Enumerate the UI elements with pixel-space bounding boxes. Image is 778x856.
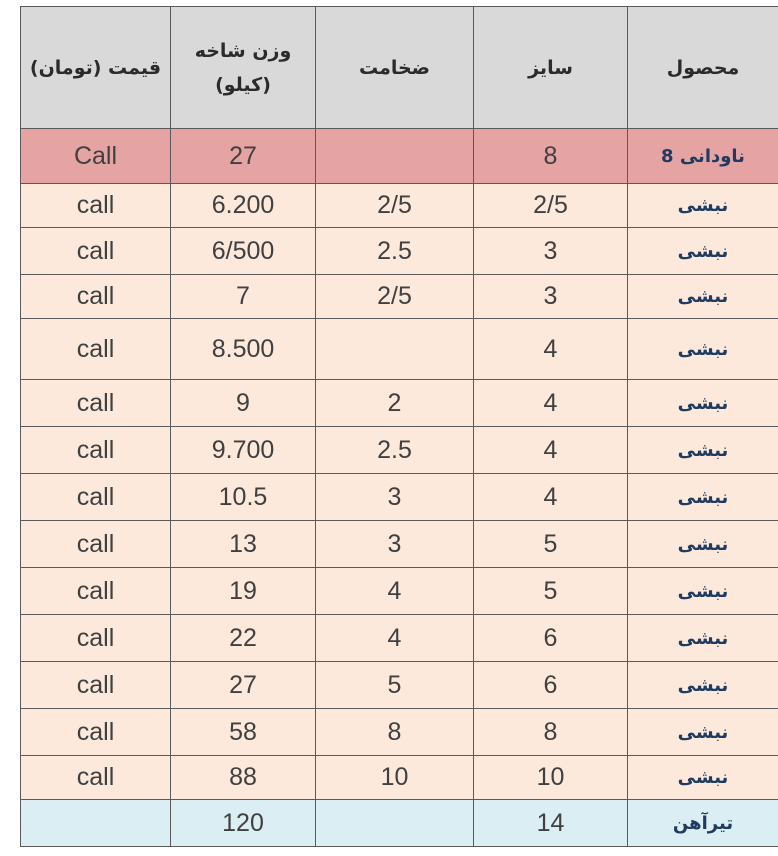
cell-product: [628, 275, 778, 319]
product-label: نبشی: [677, 721, 729, 743]
cell-product: [628, 800, 778, 847]
cell-product: [628, 568, 778, 615]
cell-size: 5: [474, 521, 628, 568]
product-label: نبشی: [677, 627, 729, 649]
cell-price: call: [21, 474, 171, 521]
cell-price: call: [21, 228, 171, 275]
cell-thickness: 2/5: [316, 275, 474, 319]
table-row: [21, 275, 778, 319]
price-table: [20, 6, 778, 847]
cell-thickness: 2.5: [316, 228, 474, 275]
cell-price: call: [21, 709, 171, 756]
cell-weight: 58: [171, 709, 316, 756]
cell-weight: 10.5: [171, 474, 316, 521]
table-row: [21, 662, 778, 709]
cell-thickness: [316, 319, 474, 380]
table-row: [21, 474, 778, 521]
cell-price: call: [21, 319, 171, 380]
product-label: نبشی: [677, 767, 729, 788]
table-row: [21, 380, 778, 427]
cell-weight: 27: [171, 662, 316, 709]
cell-thickness: 2/5: [316, 184, 474, 228]
product-label: نبشی: [677, 195, 729, 216]
table-row: [21, 615, 778, 662]
cell-weight: 8.500: [171, 319, 316, 380]
header-weight-line2: (کیلو): [215, 73, 271, 96]
header-product: محصول: [628, 7, 778, 129]
cell-product: [628, 709, 778, 756]
cell-size: 10: [474, 756, 628, 800]
cell-price: call: [21, 380, 171, 427]
cell-price: call: [21, 184, 171, 228]
cell-weight: 22: [171, 615, 316, 662]
cell-price: call: [21, 427, 171, 474]
cell-product: [628, 756, 778, 800]
cell-size: 6: [474, 615, 628, 662]
cell-thickness: 8: [316, 709, 474, 756]
header-weight-line1: وزن شاخه: [194, 39, 292, 62]
product-label: نبشی: [677, 392, 729, 414]
cell-size: 2/5: [474, 184, 628, 228]
product-label: نبشی: [677, 533, 729, 555]
table-row: [21, 319, 778, 380]
cell-price: Call: [21, 129, 171, 184]
cell-price: call: [21, 662, 171, 709]
product-label: ناودانی 8: [661, 145, 745, 167]
cell-size: 3: [474, 275, 628, 319]
cell-product: [628, 662, 778, 709]
cell-price: call: [21, 756, 171, 800]
cell-weight: 9.700: [171, 427, 316, 474]
cell-size: 3: [474, 228, 628, 275]
table-row: [21, 568, 778, 615]
product-label: نبشی: [677, 439, 729, 461]
cell-size: 4: [474, 427, 628, 474]
cell-weight: 13: [171, 521, 316, 568]
product-label: نبشی: [677, 240, 729, 262]
cell-price: call: [21, 521, 171, 568]
cell-product: [628, 427, 778, 474]
table-row: [21, 228, 778, 275]
cell-size: 4: [474, 319, 628, 380]
cell-size: 4: [474, 474, 628, 521]
header-weight: [171, 7, 316, 129]
cell-thickness: 2.5: [316, 427, 474, 474]
product-label: تیرآهن: [672, 812, 734, 834]
cell-price: call: [21, 615, 171, 662]
cell-thickness: 4: [316, 568, 474, 615]
table-header-row: [21, 7, 778, 129]
cell-weight: 88: [171, 756, 316, 800]
price-table-container: [20, 6, 778, 847]
cell-thickness: [316, 129, 474, 184]
cell-product: [628, 129, 778, 184]
cell-price: call: [21, 568, 171, 615]
table-row: [21, 521, 778, 568]
cell-thickness: 3: [316, 521, 474, 568]
cell-product: [628, 319, 778, 380]
header-size: سایز: [474, 7, 628, 129]
cell-thickness: [316, 800, 474, 847]
cell-product: [628, 380, 778, 427]
cell-size: 6: [474, 662, 628, 709]
cell-weight: 27: [171, 129, 316, 184]
cell-size: 5: [474, 568, 628, 615]
cell-weight: 6.200: [171, 184, 316, 228]
product-label: نبشی: [677, 486, 729, 508]
product-label: نبشی: [677, 286, 729, 307]
table-row: [21, 709, 778, 756]
table-row: [21, 756, 778, 800]
cell-weight: 9: [171, 380, 316, 427]
table-row: [21, 427, 778, 474]
cell-thickness: 4: [316, 615, 474, 662]
cell-size: 8: [474, 709, 628, 756]
product-label: نبشی: [677, 338, 729, 360]
cell-product: [628, 615, 778, 662]
cell-product: [628, 474, 778, 521]
cell-price: call: [21, 275, 171, 319]
cell-thickness: 5: [316, 662, 474, 709]
cell-thickness: 2: [316, 380, 474, 427]
cell-product: [628, 228, 778, 275]
cell-product: [628, 184, 778, 228]
cell-size: 4: [474, 380, 628, 427]
cell-weight: 7: [171, 275, 316, 319]
cell-size: 8: [474, 129, 628, 184]
cell-weight: 120: [171, 800, 316, 847]
cell-size: 14: [474, 800, 628, 847]
cell-weight: 19: [171, 568, 316, 615]
header-thickness: ضخامت: [316, 7, 474, 129]
table-row: [21, 129, 778, 184]
product-label: نبشی: [677, 580, 729, 602]
product-label: نبشی: [677, 674, 729, 696]
table-row: [21, 800, 778, 847]
cell-weight: 6/500: [171, 228, 316, 275]
cell-thickness: 3: [316, 474, 474, 521]
cell-thickness: 10: [316, 756, 474, 800]
table-row: [21, 184, 778, 228]
header-price: قیمت (تومان): [21, 7, 171, 129]
cell-price: [21, 800, 171, 847]
cell-product: [628, 521, 778, 568]
